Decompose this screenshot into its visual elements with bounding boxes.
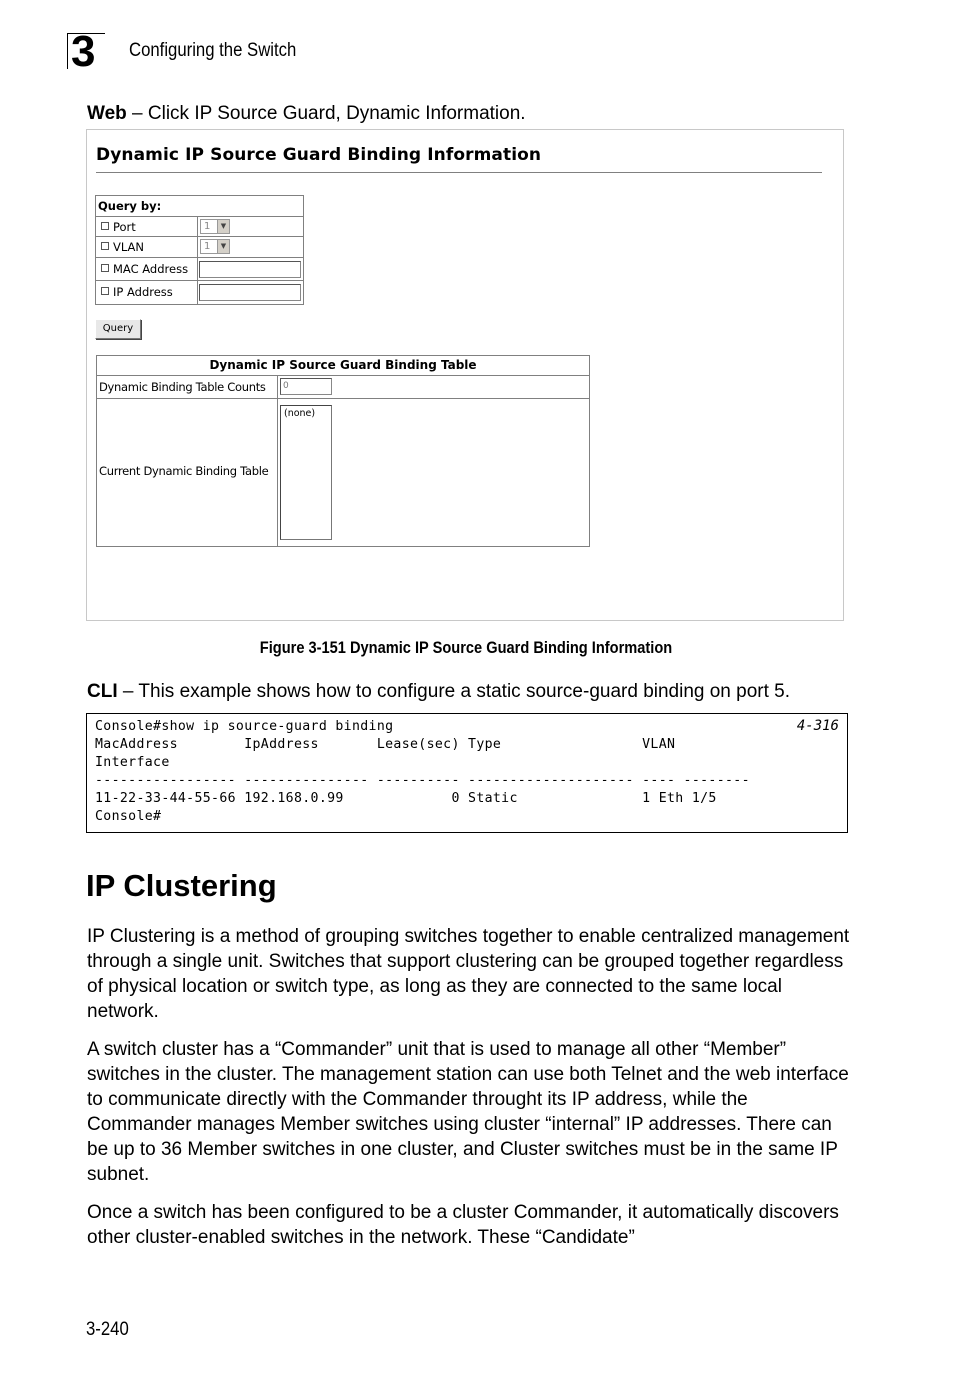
binding-count-field: 0 <box>280 378 332 395</box>
ip-checkbox[interactable] <box>101 287 109 295</box>
query-row-port <box>96 216 303 237</box>
cli-line: Console# <box>95 809 162 824</box>
query-heading-row <box>96 196 303 216</box>
binding-list-item[interactable]: (none) <box>284 408 316 419</box>
query-button[interactable]: Query <box>95 319 141 339</box>
query-table <box>95 195 304 305</box>
binding-current-row <box>97 398 589 547</box>
paragraph: IP Clustering is a method of grouping switches together to enable centralized management through a single unit. Switches that support clustering can be grouped together regardless of physical location or switch type, as long as they are connected to the same local network. <box>87 926 850 1022</box>
paragraph: Once a switch has been configured to be a cluster Commander, it automatically discovers other cluster-enabled switches in the network. These “Candidate” <box>87 1202 839 1248</box>
form-title: Dynamic IP Source Guard Binding Information <box>96 145 542 165</box>
binding-count-label: Dynamic Binding Table Counts <box>99 380 266 394</box>
cli-intro <box>87 680 790 704</box>
web-intro-text: – Click IP Source Guard, Dynamic Information. <box>126 103 526 124</box>
binding-table <box>96 355 590 547</box>
vlan-label: VLAN <box>113 240 145 254</box>
section-heading: IP Clustering <box>86 868 277 903</box>
cli-line: ----------------- --------------- ---------- -------------------- ---- -------- <box>95 773 750 788</box>
cli-line: 11-22-33-44-55-66 192.168.0.99 0 Static 1 Eth 1/5 <box>95 791 717 806</box>
cli-line: MacAddress IpAddress Lease(sec) Type VLAN <box>95 737 676 752</box>
binding-count-row <box>97 375 589 399</box>
port-select[interactable]: 1 ▼ <box>200 219 230 234</box>
cli-intro-text: – This example shows how to configure a static source-guard binding on port 5. <box>117 681 791 702</box>
title-divider <box>96 172 822 173</box>
chevron-down-icon: ▼ <box>217 240 229 253</box>
mac-checkbox[interactable] <box>101 264 109 272</box>
chapter-number: 3 <box>71 27 95 76</box>
binding-list[interactable] <box>280 405 332 540</box>
query-heading: Query by: <box>98 199 162 213</box>
page-number: 3-240 <box>86 1319 129 1340</box>
cli-line: Console#show ip source-guard binding <box>95 719 394 734</box>
paragraph: A switch cluster has a “Commander” unit that is used to manage all other “Member” switches in the cluster. The management station can use both Telnet and the web interface to communicate directly with the Commander throught its IP address, while the Commander manages Member switches using cluster “internal” IP addresses. There can be up to 36 Member switches in one cluster, and Cluster switches must be in the same IP subnet. <box>87 1039 849 1185</box>
port-checkbox[interactable] <box>101 222 109 230</box>
cli-example <box>86 713 848 833</box>
query-row-mac <box>96 257 303 281</box>
binding-current-label: Current Dynamic Binding Table <box>99 464 269 478</box>
web-intro-bold: Web <box>87 103 127 124</box>
cli-line: Interface <box>95 755 170 770</box>
ip-label: IP Address <box>113 285 173 299</box>
port-label: Port <box>113 220 136 234</box>
mac-label: MAC Address <box>113 262 189 276</box>
chevron-down-icon: ▼ <box>217 220 229 233</box>
chapter-title: Configuring the Switch <box>129 40 297 61</box>
vlan-checkbox[interactable] <box>101 242 109 250</box>
web-intro <box>87 102 526 126</box>
mac-address-input[interactable] <box>199 261 301 278</box>
binding-table-heading: Dynamic IP Source Guard Binding Table <box>209 358 477 372</box>
query-row-ip <box>96 280 303 305</box>
figure-caption: Figure 3-151 Dynamic IP Source Guard Binding Information <box>259 638 673 657</box>
vlan-select[interactable]: 1 ▼ <box>200 239 230 254</box>
cli-intro-bold: CLI <box>87 681 118 702</box>
cli-reference: 4-316 <box>796 718 839 734</box>
query-row-vlan <box>96 236 303 258</box>
ip-address-input[interactable] <box>199 284 301 301</box>
